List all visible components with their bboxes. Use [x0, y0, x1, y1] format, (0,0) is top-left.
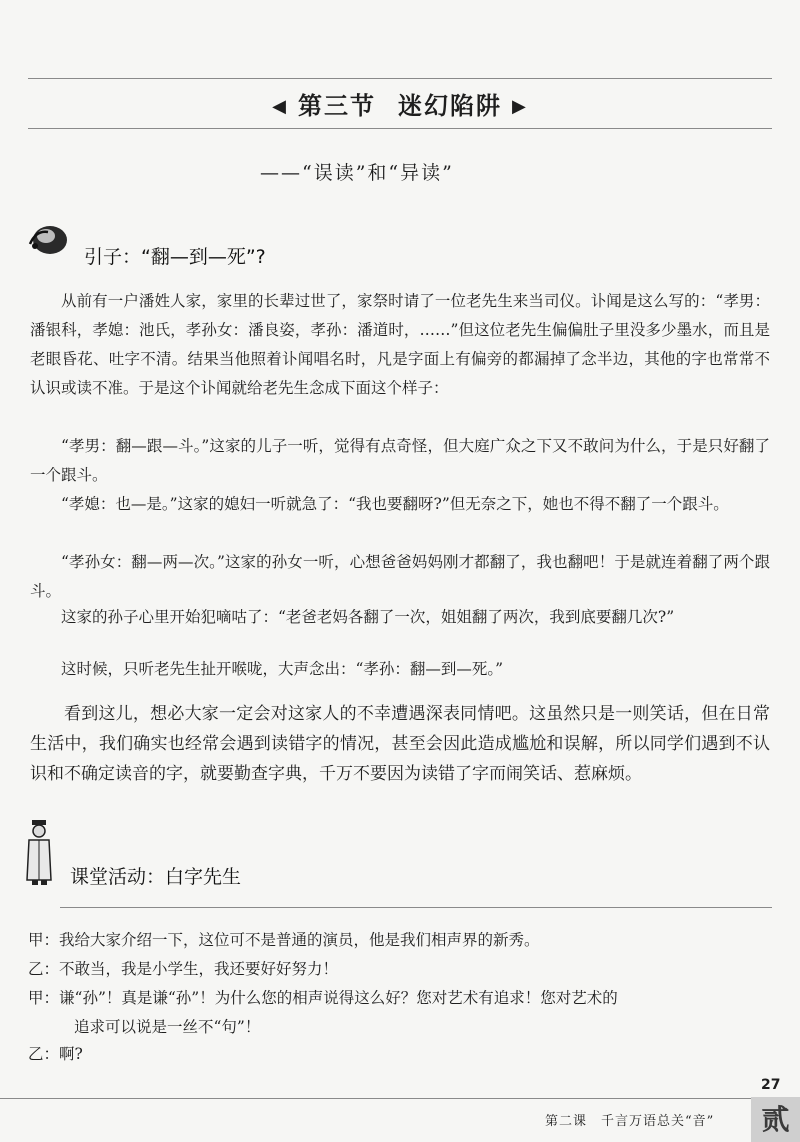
swirl-icon: [26, 222, 68, 256]
intro-paragraph: 从前有一户潘姓人家，家里的长辈过世了，家祭时请了一位老先生来当司仪。讣闻是这么写的：“孝男：潘银科，孝媳：池氏，孝孙女：潘良姿，孝孙：潘道时，……”但这位老先生偏偏肚子里没多少墨水，而且是老眼昏花、吐字不清。结果当他照着讣闻唱名时，凡是字面上有偏旁的都漏掉了念半边，其他的字也常常不认识或读不准。于是这个讣闻就给老先生念成下面这个样子：: [30, 292, 770, 397]
page-number: 27: [761, 1077, 781, 1093]
activity-rule: [60, 907, 772, 908]
intro-paragraph: “孝孙女：翻—两—次。”这家的孙女一听，心想爸爸妈妈刚才都翻了，我也翻吧！于是就连着翻了两个跟斗。: [30, 553, 770, 600]
footer-rule: [0, 1098, 751, 1099]
section-number: 第三节: [298, 91, 376, 120]
top-rule: [28, 78, 772, 79]
dialogue-line: [28, 926, 728, 955]
lesson-badge: 贰: [751, 1097, 800, 1142]
lesson-label: 第二课 千言万语总关“音”: [545, 1114, 715, 1129]
dialogue-text: 不敢当，我是小学生，我还要好好努力！: [59, 960, 339, 978]
activity-heading: 课堂活动：白字先生: [70, 866, 242, 888]
scholar-figure-icon: [24, 820, 54, 886]
dialogue-text: 谦“孙”！真是谦“孙”！为什么您的相声说得这么好？您对艺术有追求！您对艺术的: [59, 989, 618, 1007]
section-title: [0, 86, 800, 121]
intro-paragraph: “孝媳：也—是。”这家的媳妇一听就急了：“我也要翻呀?”但无奈之下，她也不得不翻了一个跟斗。: [61, 495, 729, 513]
speaker-label: 乙：: [28, 960, 60, 978]
dialogue-text: 我给大家介绍一下，这位可不是普通的演员，他是我们相声界的新秀。: [59, 931, 540, 949]
intro-paragraph: 这家的孙子心里开始犯嘀咕了：“老爸老妈各翻了一次，姐姐翻了两次，我到底要翻几次?”: [61, 608, 675, 626]
intro-paragraph: 这时候，只听老先生扯开喉咙，大声念出：“孝孙：翻—到—死。”: [61, 660, 504, 678]
dialogue-line: [28, 984, 728, 1042]
left-triangle-icon: ◀: [272, 96, 288, 117]
intro-paragraph: “孝男：翻—跟—斗。”这家的儿子一听，觉得有点奇怪，但大庭广众之下又不敢问为什么，于是只好翻了一个跟斗。: [30, 437, 770, 484]
intro-heading: 引子：“翻—到—死”?: [84, 246, 266, 268]
title-bottom-rule: [28, 128, 772, 129]
speaker-label: 乙：: [28, 1045, 60, 1063]
speaker-label: 甲：: [28, 989, 60, 1007]
speaker-label: 甲：: [28, 931, 60, 949]
right-triangle-icon: ▶: [512, 96, 528, 117]
dialogue-text: 啊?: [59, 1045, 83, 1063]
dialogue-continuation: 追求可以说是一丝不“句”！: [74, 1018, 261, 1036]
dialogue-line: [28, 1040, 728, 1069]
section-subtitle: ——“误读”和“异读”: [260, 162, 454, 184]
dialogue-line: [28, 955, 728, 984]
section-name: 迷幻陷阱: [398, 91, 502, 120]
intro-summary: 看到这儿，想必大家一定会对这家人的不幸遭遇深表同情吧。这虽然只是一则笑话，但在日常生活中，我们确实也经常会遇到读错字的情况，甚至会因此造成尴尬和误解，所以同学们遇到不认识和不确定读音的字，就要勤查字典，千万不要因为读错了字而闹笑话、惹麻烦。: [30, 704, 770, 784]
